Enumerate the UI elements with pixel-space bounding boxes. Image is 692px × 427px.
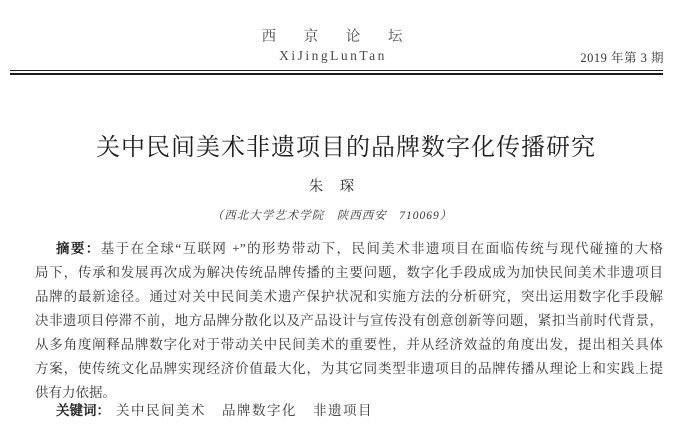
header-double-rule — [10, 70, 663, 75]
article-author: 朱 琛 — [308, 179, 356, 195]
journal-header — [0, 27, 664, 65]
journal-name-pinyin: XiJingLunTan — [279, 48, 387, 63]
keyword-item: 关中民间美术 — [116, 403, 206, 418]
journal-name-chinese: 西 京 论 坛 — [261, 29, 415, 45]
abstract-line: 局下，传承和发展再次成为解决传统品牌传播的主要问题，数字化手段成成为加快民间美术非遗项目 — [35, 265, 663, 280]
keyword-item: 品牌数字化 — [222, 403, 297, 418]
abstract-line: 方案，使传统文化品牌实现经济价值最大化，为其它同类型非遗项目的品牌传播从理论上和实践上提 — [35, 361, 663, 376]
abstract-paragraph — [35, 237, 663, 405]
abstract-line: 从多角度阐释品牌数字化对于带动关中民间美术的重要性，并从经济效益的角度出发，提出相关具体 — [35, 337, 663, 352]
abstract-line: 决非遗项目停滞不前，地方品牌分散化以及产品设计与宣传没有创意创新等问题，紧扣当前时代背景， — [35, 313, 663, 328]
keywords-row — [56, 399, 663, 423]
article-title: 关中民间美术非遗项目的品牌数字化传播研究 — [96, 135, 596, 161]
abstract-line: 品牌的最新途径。通过对关中民间美术遗产保护状况和实施方法的分析研究，突出运用数字化手段解 — [35, 289, 663, 304]
keyword-item: 非遗项目 — [313, 403, 373, 418]
issue-label: 2019 年第 3 期 — [580, 51, 664, 65]
abstract-line: 供有力依据。 — [35, 385, 116, 400]
abstract-label: 摘要： — [56, 241, 101, 256]
abstract-line-text: 基于在全球“互联网 +”的形势带动下，民间美术非遗项目在面临传统与现代碰撞的大格 — [100, 241, 663, 256]
article-affiliation: （西北大学艺术学院 陕西西安 710069） — [211, 210, 453, 222]
abstract-line — [35, 237, 663, 261]
keywords-label: 关键词： — [56, 403, 110, 418]
